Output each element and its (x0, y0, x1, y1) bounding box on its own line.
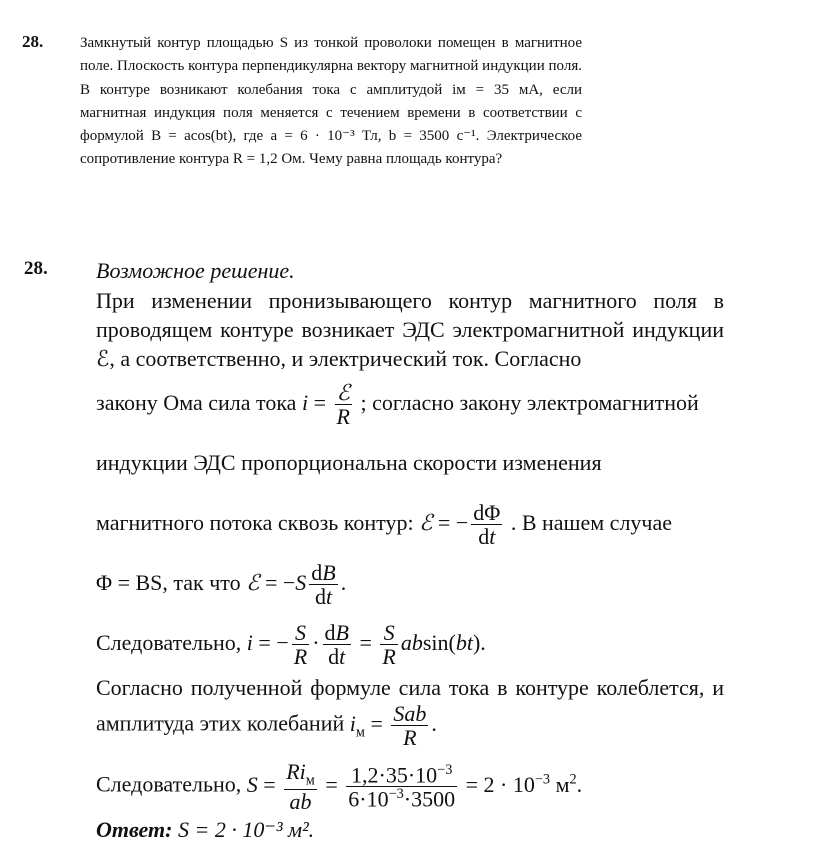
solution-body (96, 256, 724, 845)
solution-number: 28. (24, 258, 48, 279)
answer-line (96, 815, 724, 845)
amplitude-text: Согласно полученной формуле сила тока в контуре колеблется, и амплитуда этих колебаний (96, 675, 724, 736)
answer-value: S = 2 · 10⁻³ м². (177, 816, 315, 842)
formula-area: S = $\frac{Ri_м}{ab}$ = $\frac{1,2\cdot 35\cdot 10^{-3}}{6\cdot 10^{-3}\cdot 3500}$ = $2 \cdot 10^{-3}$ $м^2$. (246, 759, 583, 814)
paragraph-1 (96, 286, 724, 373)
current-line (96, 613, 724, 673)
flux-suffix: . В нашем случае (510, 510, 673, 535)
solution-heading: Возможное решение. (96, 258, 295, 283)
formula-current: i = − $\frac{S}{R}$ · $\frac{dB}{dt}$ = $\frac{S}{R}$ absin(bt). (246, 620, 486, 670)
solution-block (24, 256, 724, 845)
flux-line (96, 493, 724, 553)
ohm-law-line (96, 373, 724, 493)
case-prefix: Φ = BS, так что (96, 570, 241, 595)
paragraph-1-text: При изменении пронизывающего контур магнитного поля в проводящем контуре возникает ЭДС электромагнитной индукции ℰ, а соответственно, и электрический ток. Согласно (96, 288, 724, 371)
formula-ohm: i = $\frac{\text{ℰ}}{R}$ (301, 380, 350, 430)
ohm-law-prefix: закону Ома сила тока (96, 390, 297, 415)
case-line (96, 553, 724, 613)
formula-emf: ℰ = − $\frac{d\Phi}{dt}$ (419, 500, 501, 550)
area-prefix: Следовательно, (96, 771, 242, 797)
answer-label: Ответ: (96, 816, 173, 842)
current-prefix: Следовательно, (96, 630, 242, 655)
area-line (96, 749, 724, 814)
formula-emf-derivative: ℰ = −S $\frac{dB}{dt}$ . (246, 560, 347, 610)
amplitude-paragraph (96, 673, 724, 749)
problem-text: Замкнутый контур площадью S из тонкой проволоки помещен в магнитное поле. Плоскость контура перпендикулярна вектору магнитной индукции поля. В контуре возникают колебания тока с амплитудой iм = 35 мА, если магнитная индукция поля меняется с течением времени в соответствии с формулой B = acos(bt), где a = 6 · 10⁻³ Тл, b = 3500 с⁻¹. Электрическое сопротивление контура R = 1,2 Ом. Чему равна площадь контура? (80, 35, 582, 168)
problem-block (22, 32, 582, 172)
flux-prefix: магнитного потока сквозь контур: (96, 510, 414, 535)
problem-number: 28. (22, 32, 44, 51)
ohm-law-suffix: ; согласно закону электромагнитной индукции ЭДС пропорциональна скорости изменения (96, 390, 699, 475)
formula-amplitude: $i_м$ = $\frac{\text{Sab}}{R}$ . (349, 701, 437, 751)
